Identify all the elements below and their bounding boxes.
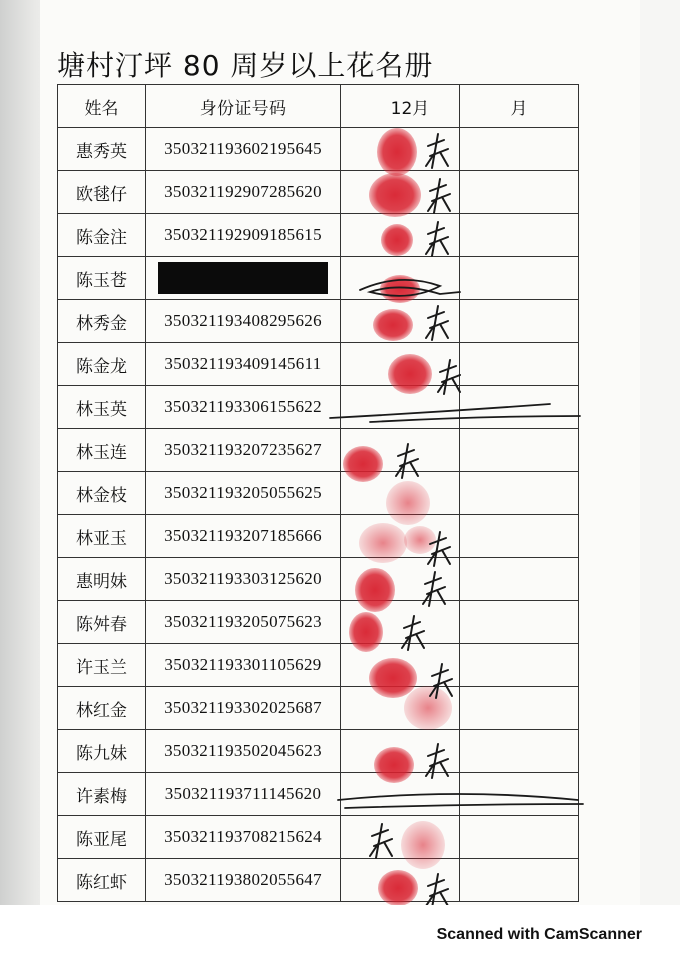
cell-december-mark — [341, 859, 460, 902]
cell-name: 林秀金 — [58, 300, 146, 343]
cell-month-blank — [460, 300, 579, 343]
cell-month-blank — [460, 472, 579, 515]
cell-name: 林金枝 — [58, 472, 146, 515]
cell-id-number: 350321193205075623 — [146, 601, 341, 644]
cell-december-mark — [341, 472, 460, 515]
cell-month-blank — [460, 214, 579, 257]
cell-month-blank — [460, 687, 579, 730]
cell-name: 陈亚尾 — [58, 816, 146, 859]
cell-month-blank — [460, 730, 579, 773]
table-row — [58, 343, 579, 386]
cell-name: 欧毬仔 — [58, 171, 146, 214]
cell-id-number: 350321193708215624 — [146, 816, 341, 859]
table-row — [58, 128, 579, 171]
cell-december-mark — [341, 343, 460, 386]
cell-name: 林玉连 — [58, 429, 146, 472]
cell-name: 陈红虾 — [58, 859, 146, 902]
header-name: 姓名 — [58, 85, 146, 128]
cell-id-number: 350321193711145620 — [146, 773, 341, 816]
cell-december-mark — [341, 300, 460, 343]
table-row — [58, 601, 579, 644]
cell-december-mark — [341, 558, 460, 601]
cell-month-blank — [460, 601, 579, 644]
table-row — [58, 386, 579, 429]
cell-month-blank — [460, 257, 579, 300]
cell-december-mark — [341, 687, 460, 730]
cell-id-number — [146, 257, 341, 300]
cell-id-number: 350321193207185666 — [146, 515, 341, 558]
header-id: 身份证号码 — [146, 85, 341, 128]
cell-december-mark — [341, 171, 460, 214]
table-row — [58, 257, 579, 300]
cell-id-number: 350321192909185615 — [146, 214, 341, 257]
cell-month-blank — [460, 644, 579, 687]
cell-name: 林亚玉 — [58, 515, 146, 558]
cell-name: 林红金 — [58, 687, 146, 730]
cell-december-mark — [341, 386, 460, 429]
cell-id-number: 350321193303125620 — [146, 558, 341, 601]
camscanner-watermark: Scanned with CamScanner — [436, 926, 642, 943]
cell-month-blank — [460, 343, 579, 386]
table-row — [58, 171, 579, 214]
cell-december-mark — [341, 257, 460, 300]
cell-id-number: 350321193502045623 — [146, 730, 341, 773]
cell-december-mark — [341, 730, 460, 773]
page-title: 塘村汀坪 80 周岁以上花名册 — [57, 49, 434, 82]
cell-name: 林玉英 — [58, 386, 146, 429]
header-row — [58, 85, 579, 128]
header-month-december-label: 12月 — [390, 98, 430, 119]
redaction-bar — [158, 262, 328, 294]
cell-id-number: 350321193301105629 — [146, 644, 341, 687]
table-row — [58, 300, 579, 343]
cell-id-number: 350321193207235627 — [146, 429, 341, 472]
cell-december-mark — [341, 515, 460, 558]
cell-id-number: 350321193802055647 — [146, 859, 341, 902]
cell-december-mark — [341, 816, 460, 859]
cell-december-mark — [341, 773, 460, 816]
cell-december-mark — [341, 644, 460, 687]
cell-month-blank — [460, 386, 579, 429]
table-row — [58, 472, 579, 515]
roster-table — [57, 84, 579, 902]
cell-month-blank — [460, 429, 579, 472]
cell-id-number: 350321193306155622 — [146, 386, 341, 429]
cell-name: 陈金龙 — [58, 343, 146, 386]
header-month-blank: 月 — [460, 85, 579, 128]
cell-name: 许玉兰 — [58, 644, 146, 687]
table-row — [58, 558, 579, 601]
cell-month-blank — [460, 171, 579, 214]
table-row — [58, 773, 579, 816]
cell-id-number: 350321193302025687 — [146, 687, 341, 730]
table-row — [58, 730, 579, 773]
cell-name: 陈金注 — [58, 214, 146, 257]
cell-month-blank — [460, 773, 579, 816]
cell-name: 陈舛春 — [58, 601, 146, 644]
cell-id-number: 350321193408295626 — [146, 300, 341, 343]
cell-name: 陈九妹 — [58, 730, 146, 773]
cell-december-mark — [341, 128, 460, 171]
cell-december-mark — [341, 429, 460, 472]
cell-id-number: 350321193205055625 — [146, 472, 341, 515]
header-month-december — [341, 85, 460, 128]
cell-month-blank — [460, 859, 579, 902]
cell-december-mark — [341, 601, 460, 644]
cell-id-number: 350321193602195645 — [146, 128, 341, 171]
table-row — [58, 859, 579, 902]
table-row — [58, 644, 579, 687]
cell-name: 惠秀英 — [58, 128, 146, 171]
cell-id-number: 350321192907285620 — [146, 171, 341, 214]
cell-month-blank — [460, 128, 579, 171]
table-row — [58, 429, 579, 472]
table-row — [58, 687, 579, 730]
cell-month-blank — [460, 558, 579, 601]
cell-month-blank — [460, 816, 579, 859]
table-row — [58, 816, 579, 859]
table-row — [58, 515, 579, 558]
cell-month-blank — [460, 515, 579, 558]
cell-name: 许素梅 — [58, 773, 146, 816]
cell-name: 惠明妹 — [58, 558, 146, 601]
cell-id-number: 350321193409145611 — [146, 343, 341, 386]
cell-name: 陈玉苍 — [58, 257, 146, 300]
table-row — [58, 214, 579, 257]
cell-december-mark — [341, 214, 460, 257]
